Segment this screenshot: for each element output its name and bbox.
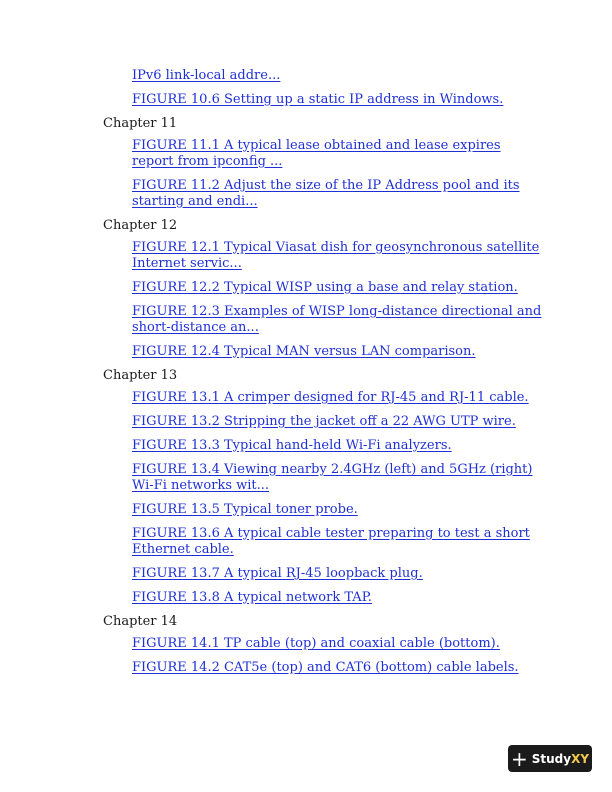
figure-link[interactable]: FIGURE 11.2 Adjust the size of the IP Address pool and its starting and endi... — [132, 178, 520, 209]
figure-link[interactable]: FIGURE 13.7 A typical RJ-45 loopback plug. — [132, 566, 423, 581]
figure-link[interactable]: FIGURE 12.1 Typical Viasat dish for geosynchronous satellite Internet servic... — [132, 240, 540, 271]
chapter-heading: Chapter 13 — [103, 368, 178, 383]
figure-link[interactable]: FIGURE 12.3 Examples of WISP long-distance directional and short-distance an... — [132, 304, 542, 335]
chapter-heading: Chapter 14 — [103, 614, 178, 629]
figure-link[interactable]: FIGURE 12.2 Typical WISP using a base and relay station. — [132, 280, 518, 295]
brand-main: Study — [531, 751, 572, 766]
figure-link[interactable]: FIGURE 13.4 Viewing nearby 2.4GHz (left) and 5GHz (right) Wi-Fi networks wit... — [132, 462, 533, 493]
brand-accent: XY — [571, 751, 590, 766]
figure-link[interactable]: FIGURE 13.5 Typical toner probe. — [132, 502, 358, 517]
figure-link[interactable]: FIGURE 12.4 Typical MAN versus LAN comparison. — [132, 344, 476, 359]
figure-link[interactable]: FIGURE 13.6 A typical cable tester preparing to test a short Ethernet cable. — [132, 526, 530, 557]
figure-link[interactable]: FIGURE 14.2 CAT5e (top) and CAT6 (bottom) cable labels. — [132, 660, 519, 675]
figure-link[interactable]: IPv6 link-local addre... — [132, 68, 281, 83]
figure-link[interactable]: FIGURE 14.1 TP cable (top) and coaxial cable (bottom). — [132, 636, 500, 651]
figure-link[interactable]: FIGURE 10.6 Setting up a static IP address in Windows. — [132, 92, 504, 107]
figure-link[interactable]: FIGURE 13.2 Stripping the jacket off a 22 AWG UTP wire. — [132, 414, 516, 429]
studyxy-badge[interactable] — [508, 745, 592, 772]
chapter-heading: Chapter 11 — [103, 116, 178, 131]
chapter-heading: Chapter 12 — [103, 218, 178, 233]
figure-link[interactable]: FIGURE 13.8 A typical network TAP. — [132, 590, 372, 605]
plus-icon: + — [510, 746, 528, 771]
figure-link[interactable]: FIGURE 13.1 A crimper designed for RJ-45 and RJ-11 cable. — [132, 390, 529, 405]
figure-list — [103, 68, 543, 684]
figure-link[interactable]: FIGURE 13.3 Typical hand-held Wi-Fi analyzers. — [132, 438, 452, 453]
figure-link[interactable]: FIGURE 11.1 A typical lease obtained and lease expires report from ipconfig ... — [132, 138, 501, 169]
